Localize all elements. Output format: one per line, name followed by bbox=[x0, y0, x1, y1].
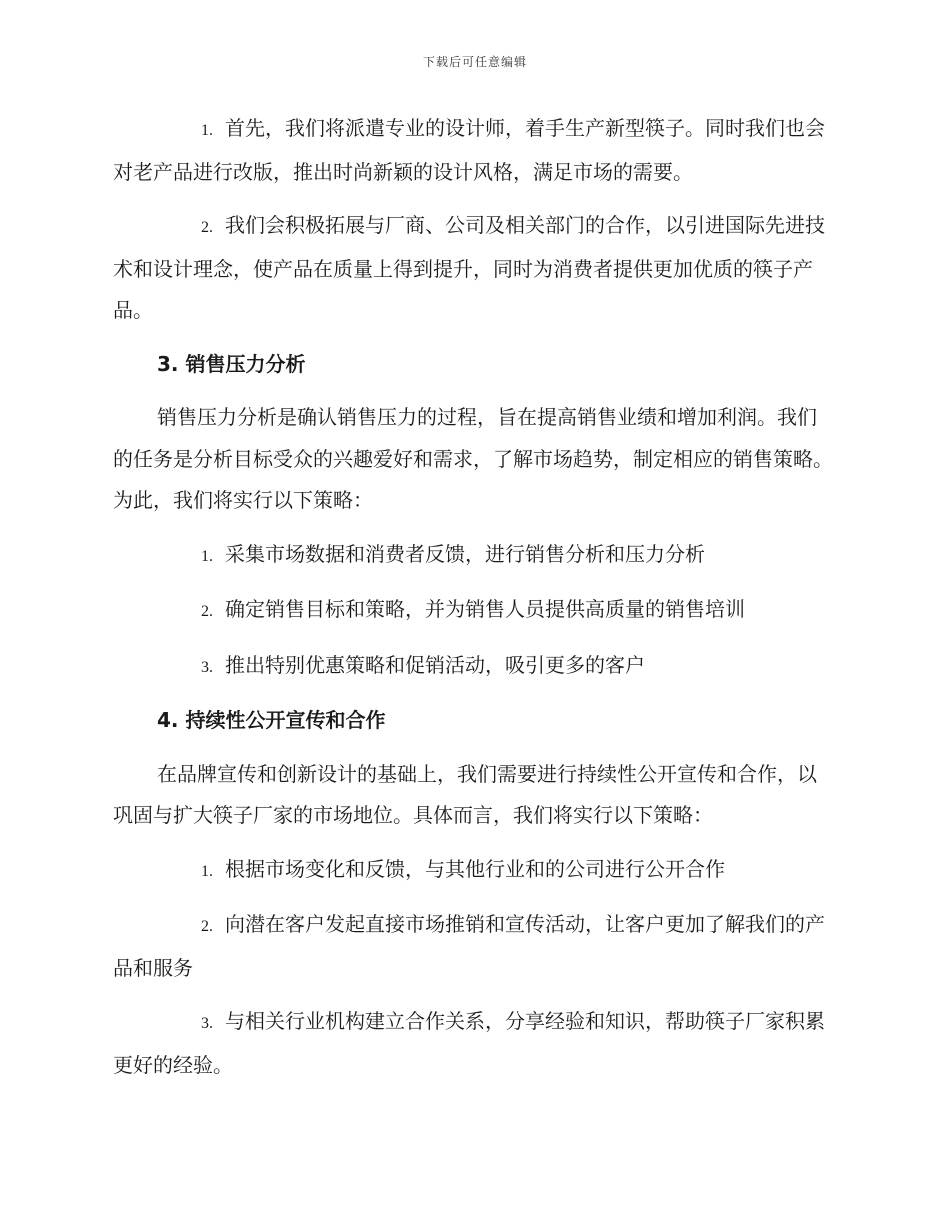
list-item bbox=[113, 589, 835, 633]
section-heading: 4. 持续性公开宣传和合作 bbox=[157, 708, 386, 732]
list-number: 2. bbox=[201, 603, 213, 620]
list-item-text: 推出特别优惠策略和促销活动，吸引更多的客户 bbox=[225, 652, 645, 677]
list-item bbox=[113, 205, 835, 332]
list-item-text: 首先，我们将派遣专业的设计师，着手生产新型筷子。同时我们也会对老产品进行改版，推出时尚新颖的设计风格，满足市场的需要。 bbox=[113, 116, 825, 184]
list-item bbox=[113, 1001, 835, 1086]
page-header-note: 下载后可任意编辑 bbox=[422, 55, 527, 69]
list-number: 1. bbox=[201, 122, 213, 139]
list-item-text: 与相关行业机构建立合作关系，分享经验和知识，帮助筷子厂家积累更好的经验。 bbox=[113, 1009, 825, 1077]
list-item bbox=[113, 904, 835, 989]
list-item-text: 确定销售目标和策略，并为销售人员提供高质量的销售培训 bbox=[225, 597, 745, 621]
document-body bbox=[113, 108, 835, 1098]
list-number: 1. bbox=[201, 547, 213, 565]
list-item bbox=[113, 849, 835, 893]
list-number: 3. bbox=[201, 1015, 213, 1032]
list-number: 3. bbox=[201, 658, 213, 676]
list-item-text: 采集市场数据和消费者反馈，进行销售分析和压力分析 bbox=[225, 541, 705, 566]
list-item-text: 根据市场变化和反馈，与其他行业和的公司进行公开合作 bbox=[225, 856, 725, 881]
list-number: 2. bbox=[201, 918, 213, 935]
list-number: 1. bbox=[201, 862, 213, 880]
list-item bbox=[113, 645, 835, 689]
section-heading: 3. 销售压力分析 bbox=[157, 351, 306, 376]
list-number: 2. bbox=[201, 219, 213, 236]
list-item-text: 我们会积极拓展与厂商、公司及相关部门的合作，以引进国际先进技术和设计理念，使产品在质量上得到提升，同时为消费者提供更加优质的筷子产品。 bbox=[113, 213, 825, 322]
section-paragraph: 在品牌宣传和创新设计的基础上，我们需要进行持续性公开宣传和合作，以巩固与扩大筷子厂家的市场地位。具体而言，我们将实行以下策略： bbox=[113, 761, 817, 827]
list-item bbox=[113, 534, 835, 578]
list-item bbox=[113, 108, 835, 193]
section-paragraph: 销售压力分析是确认销售压力的过程，旨在提高销售业绩和增加利润。我们的任务是分析目标受众的兴趣爱好和需求，了解市场趋势，制定相应的销售策略。为此，我们将实行以下策略： bbox=[113, 405, 833, 512]
list-item-text: 向潜在客户发起直接市场推销和宣传活动，让客户更加了解我们的产品和服务 bbox=[113, 912, 825, 980]
